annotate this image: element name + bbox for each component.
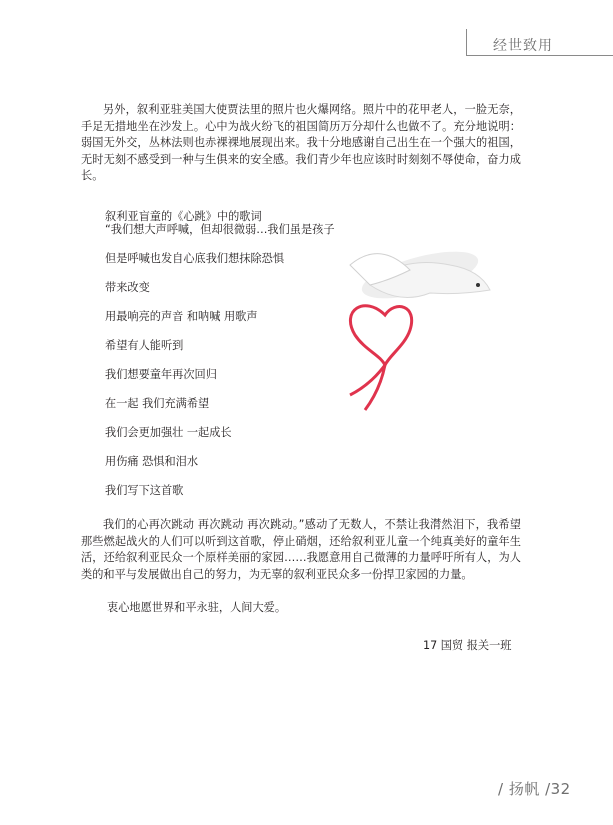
author-signature: 17 国贸 报关一班 (423, 639, 512, 652)
paragraph-intro: 另外，叙利亚驻美国大使贾法里的照片也火爆网络。照片中的花甲老人，一脸无奈，手足无措地坐在沙发上。心中为战火纷飞的祖国简历万分却什么也做不了。充分地说明：弱国无外交，丛林法则也赤裸裸地展现出来。我十分地感谢自己出生在一个强大的祖国，无时无刻不感受到一种与生俱来的安全感。我们青少年也应该时时刻刻不辱使命，奋力成长。 (81, 103, 521, 182)
paragraph-closing: 我们的心再次跳动 再次跳动 再次跳动。”感动了无数人，不禁让我潸然泪下，我希望那些燃起战火的人们可以听到这首歌，停止硝烟，还给叙利亚儿童一个纯真美好的童年生活，还给叙利亚民众一个原样美丽的家园……我愿意用自己微薄的力量呼吁所有人，为人类的和平与发展做出自己的努力，为无辜的叙利亚民众多一份捍卫家园的力量。 (81, 518, 521, 581)
lyric-line: 用伤痛 恐惧和泪水 (105, 455, 199, 468)
lyric-line: 我们写下这首歌 (105, 484, 184, 497)
lyric-line: 用最响亮的声音 和呐喊 用歌声 (105, 310, 258, 323)
closing-wish: 衷心地愿世界和平永驻，人间大爱。 (107, 601, 287, 614)
article-body (81, 102, 521, 185)
lyric-line: 但是呼喊也发自心底我们想抹除恐惧 (105, 252, 285, 265)
lyric-line: 我们想要童年再次回归 (105, 368, 217, 381)
page-number: / 扬帆 /32 (498, 780, 571, 798)
header-rule (466, 55, 613, 56)
lyric-line: 希望有人能听到 (105, 339, 184, 352)
dove-illustration (310, 235, 500, 425)
article-closing (81, 517, 521, 583)
lyric-line: 我们会更加强壮 一起成长 (105, 426, 232, 439)
lyrics-intro: 叙利亚盲童的《心跳》中的歌词 (105, 210, 262, 223)
section-title: 经世致用 (493, 38, 553, 54)
lyric-line: “我们想大声呼喊，但却很微弱…我们虽是孩子 (105, 223, 335, 236)
lyric-line: 带来改变 (105, 281, 150, 294)
lyric-line: 在一起 我们充满希望 (105, 397, 210, 410)
header-tab-border (466, 29, 467, 56)
